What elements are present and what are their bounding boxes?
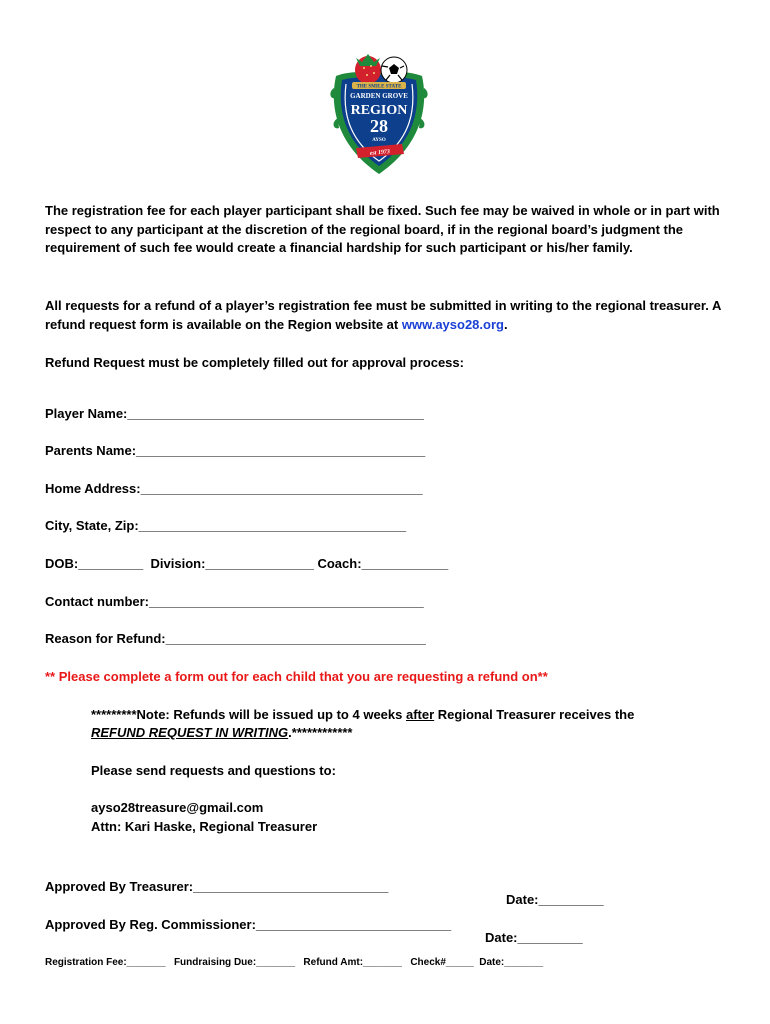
region-website-link[interactable]: www.ayso28.org: [401, 316, 504, 332]
crest-est-text: est 1973: [369, 149, 391, 157]
ayso-region-28-crest-icon: [326, 48, 432, 178]
crest-number-text: 28: [370, 116, 388, 136]
dob-division-coach-field[interactable]: DOB:_________ Division:_______________ Coach:____________: [45, 556, 449, 571]
note-prefix: *********Note: Refunds will be issued up to 4 weeks: [91, 707, 406, 722]
reason-for-refund-field[interactable]: Reason for Refund:____________________________________: [45, 631, 426, 646]
crest-org-text: AYSO: [372, 138, 386, 143]
instruction-text: Refund Request must be completely filled out for approval process:: [45, 355, 464, 370]
crest-region-text: REGION: [350, 103, 408, 118]
crest-city-text: GARDEN GROVE: [350, 92, 408, 100]
one-form-per-child-warning: ** Please complete a form out for each child that you are requesting a refund on**: [45, 669, 548, 684]
send-requests-text: Please send requests and questions to:: [91, 763, 336, 778]
treasurer-date-field[interactable]: Date:_________: [506, 892, 604, 907]
parents-name-field[interactable]: Parents Name:________________________________________: [45, 443, 426, 458]
city-state-zip-field[interactable]: City, State, Zip:_____________________________________: [45, 518, 407, 533]
contact-attn: Attn: Kari Haske, Regional Treasurer: [91, 819, 318, 834]
fee-policy-paragraph: The registration fee for each player participant shall be fixed. Such fee may be waived in whole or in part with respect to any participant at the discretion of the regional board, if in the regional board’s judgment the requirement of such fee would create a financial hardship for such participant or his/her family.: [45, 203, 720, 255]
note-line-1: [91, 706, 634, 724]
refund-policy-paragraph: [45, 297, 735, 334]
approved-by-commissioner-field[interactable]: Approved By Reg. Commissioner:___________________________: [45, 917, 452, 932]
contact-number-field[interactable]: Contact number:______________________________________: [45, 594, 424, 609]
contact-email: ayso28treasure@gmail.com: [91, 800, 264, 815]
home-address-field[interactable]: Home Address:_______________________________________: [45, 481, 423, 496]
commissioner-date-field[interactable]: Date:_________: [485, 930, 583, 945]
refund-policy-text: All requests for a refund of a player’s registration fee must be submitted in writing to the regional treasurer. A refund request form is available on the Region website at: [45, 298, 721, 332]
player-name-field[interactable]: Player Name:_________________________________________: [45, 406, 424, 421]
crest-top-text: THE SMILE STATE: [356, 84, 402, 90]
refund-policy-end: .: [503, 316, 508, 332]
note-stars: .************: [288, 725, 353, 740]
note-suffix: Regional Treasurer receives the: [434, 707, 635, 722]
note-emphasis: REFUND REQUEST IN WRITING: [91, 725, 289, 740]
note-after: after: [405, 707, 435, 722]
approved-by-treasurer-field[interactable]: Approved By Treasurer:___________________________: [45, 879, 389, 894]
office-use-footer[interactable]: Registration Fee:_______ Fundraising Due:_______ Refund Amt:_______ Check#_____ Date:_______: [45, 957, 544, 968]
note-line-2: [91, 724, 353, 742]
